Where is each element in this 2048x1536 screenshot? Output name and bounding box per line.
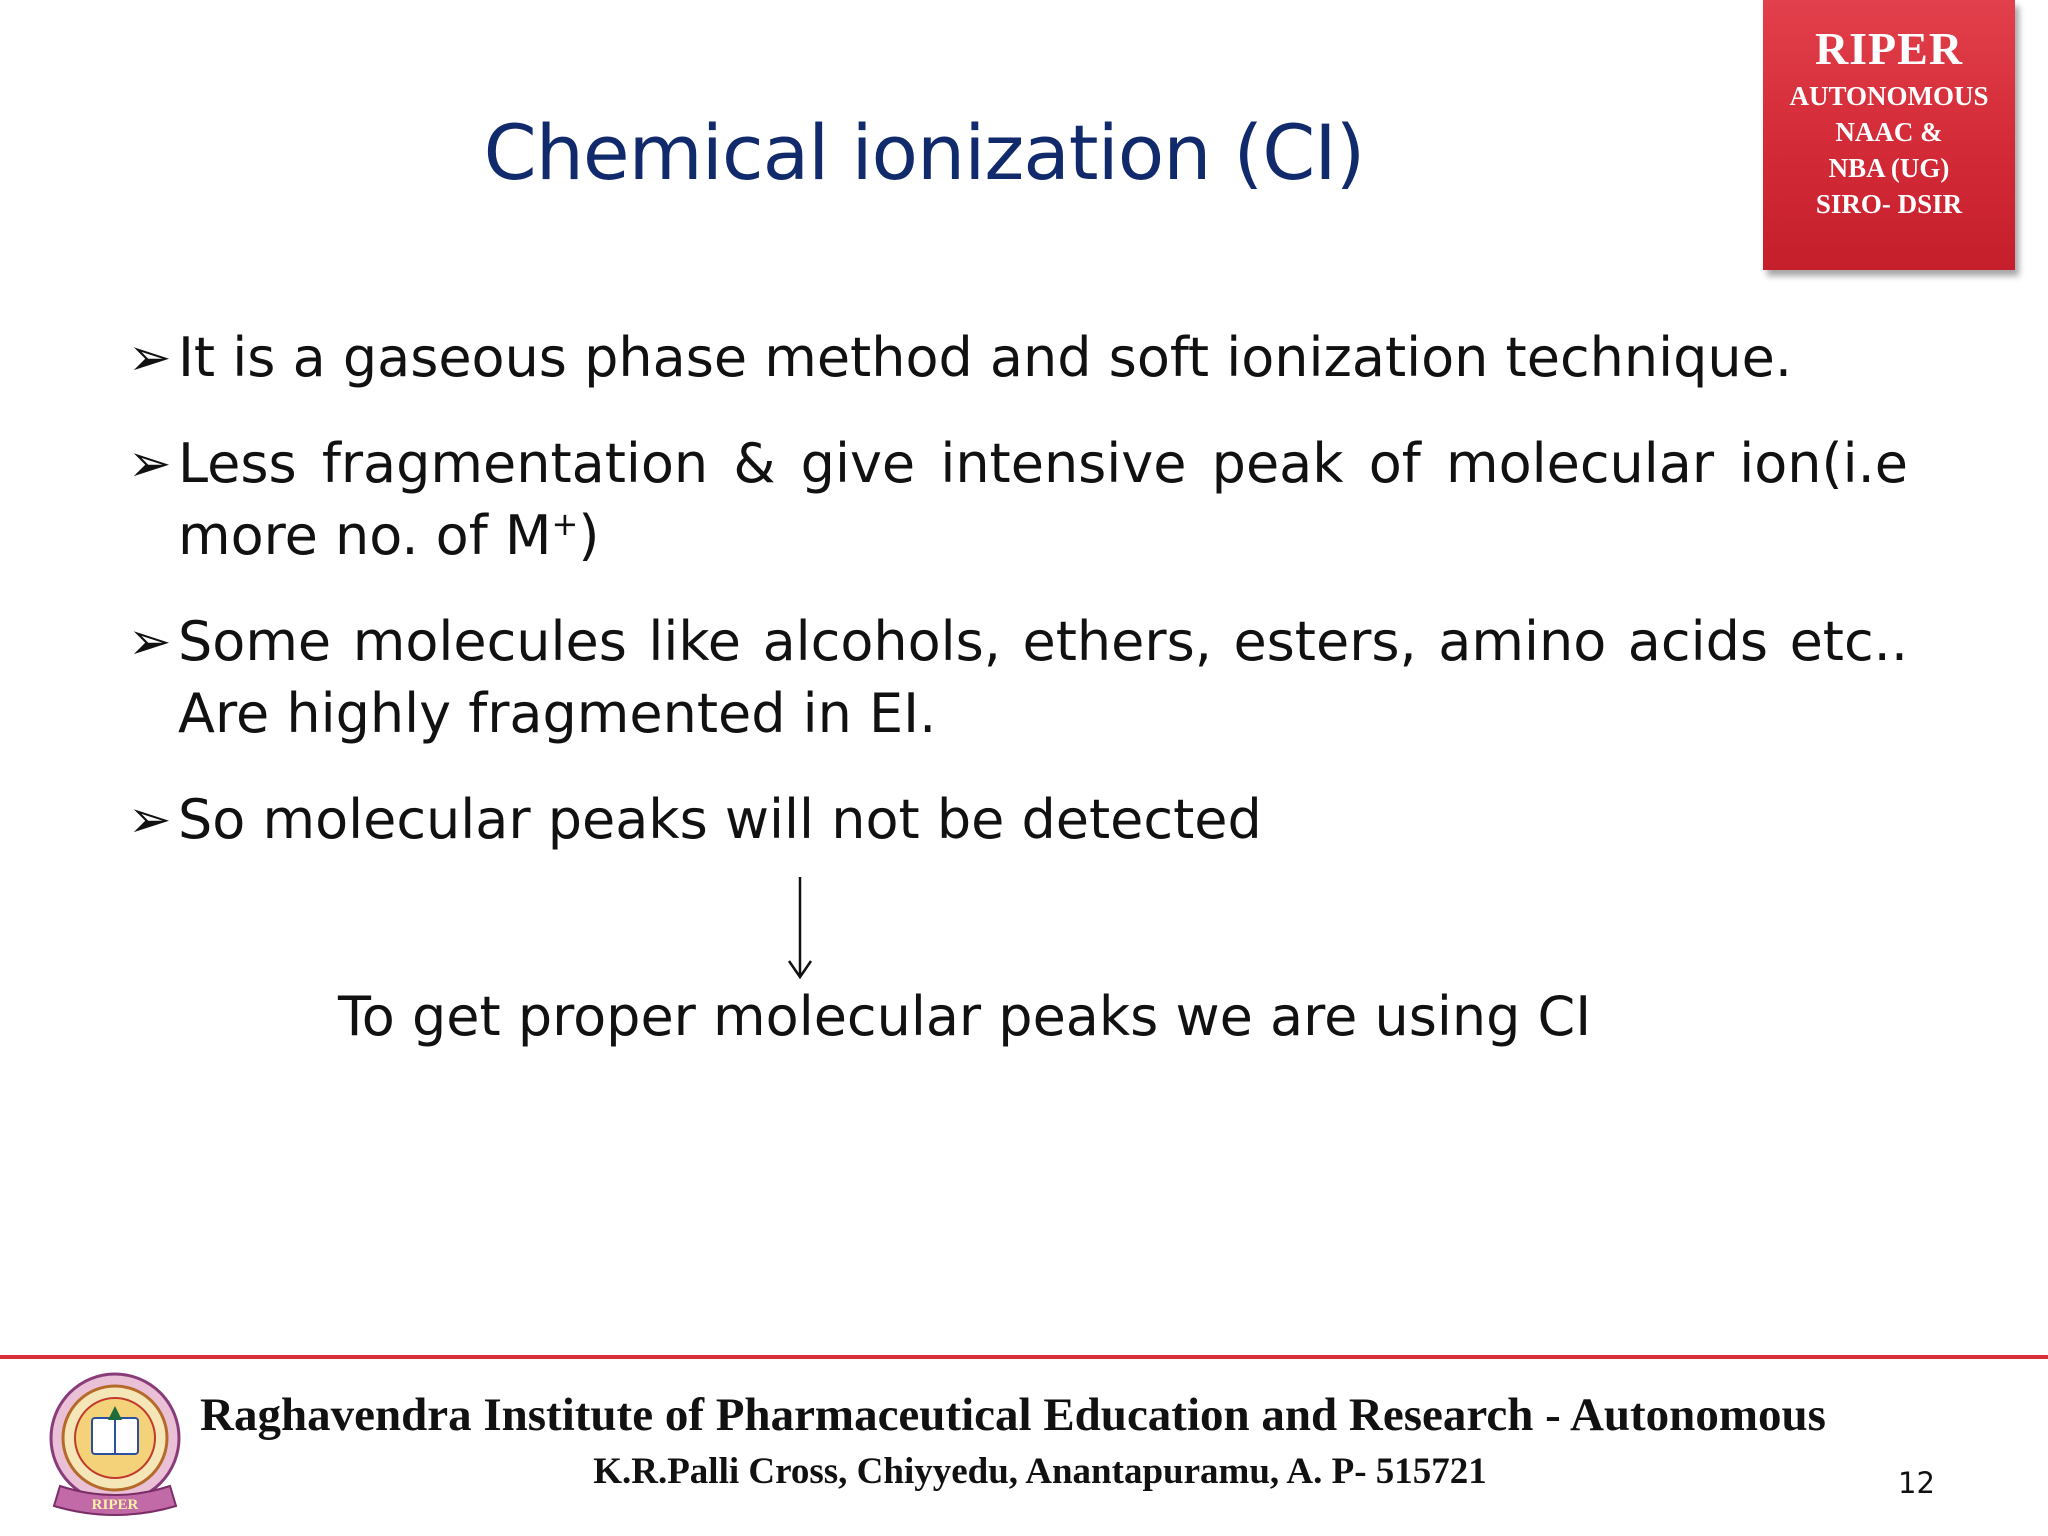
arrowhead-bullet-icon: ➢ xyxy=(128,434,172,494)
bullet-text: So molecular peaks will not be detected xyxy=(178,788,1262,851)
institute-emblem-icon xyxy=(40,1368,190,1524)
badge-line-autonomous: AUTONOMOUS xyxy=(1789,81,1989,111)
bullet-item xyxy=(128,428,1908,572)
bullet-item xyxy=(128,322,1908,394)
bullet-text: It is a gaseous phase method and soft ionization technique. xyxy=(178,326,1792,389)
institution-name: Raghavendra Institute of Pharmaceutical Education and Research - Autonomous xyxy=(200,1389,1826,1441)
logo-label: RIPER xyxy=(91,1497,139,1513)
arrowhead-bullet-icon: ➢ xyxy=(128,328,172,388)
badge-line-siro: SIRO- DSIR xyxy=(1815,189,1963,219)
bullet-text: Some molecules like alcohols, ethers, esters, amino acids etc.. Are highly fragmented in EI. xyxy=(178,610,1908,745)
institution-address: K.R.Palli Cross, Chiyyedu, Anantapuramu, A. P- 515721 xyxy=(593,1451,1487,1492)
arrowhead-bullet-icon: ➢ xyxy=(128,612,172,672)
bullet-list xyxy=(128,322,1908,890)
bullet-item xyxy=(128,784,1908,856)
bullet-text: Less fragmentation & give intensive peak of molecular ion(i.e more no. of M xyxy=(178,432,1908,567)
superscript-plus: + xyxy=(551,505,579,543)
down-arrow-icon xyxy=(770,875,830,983)
badge-line-naac: NAAC & xyxy=(1835,117,1943,147)
footer-divider xyxy=(0,1355,2048,1359)
badge-line-nba: NBA (UG) xyxy=(1828,153,1950,183)
bullet-item xyxy=(128,606,1908,750)
page-number: 12 xyxy=(1898,1466,1935,1500)
slide-title: Chemical ionization (CI) xyxy=(483,108,1365,197)
conclusion-text: To get proper molecular peaks we are using CI xyxy=(338,985,1592,1048)
arrowhead-bullet-icon: ➢ xyxy=(128,790,172,850)
badge-title: RIPER xyxy=(1814,23,1964,74)
bullet-text-tail: ) xyxy=(578,504,600,567)
